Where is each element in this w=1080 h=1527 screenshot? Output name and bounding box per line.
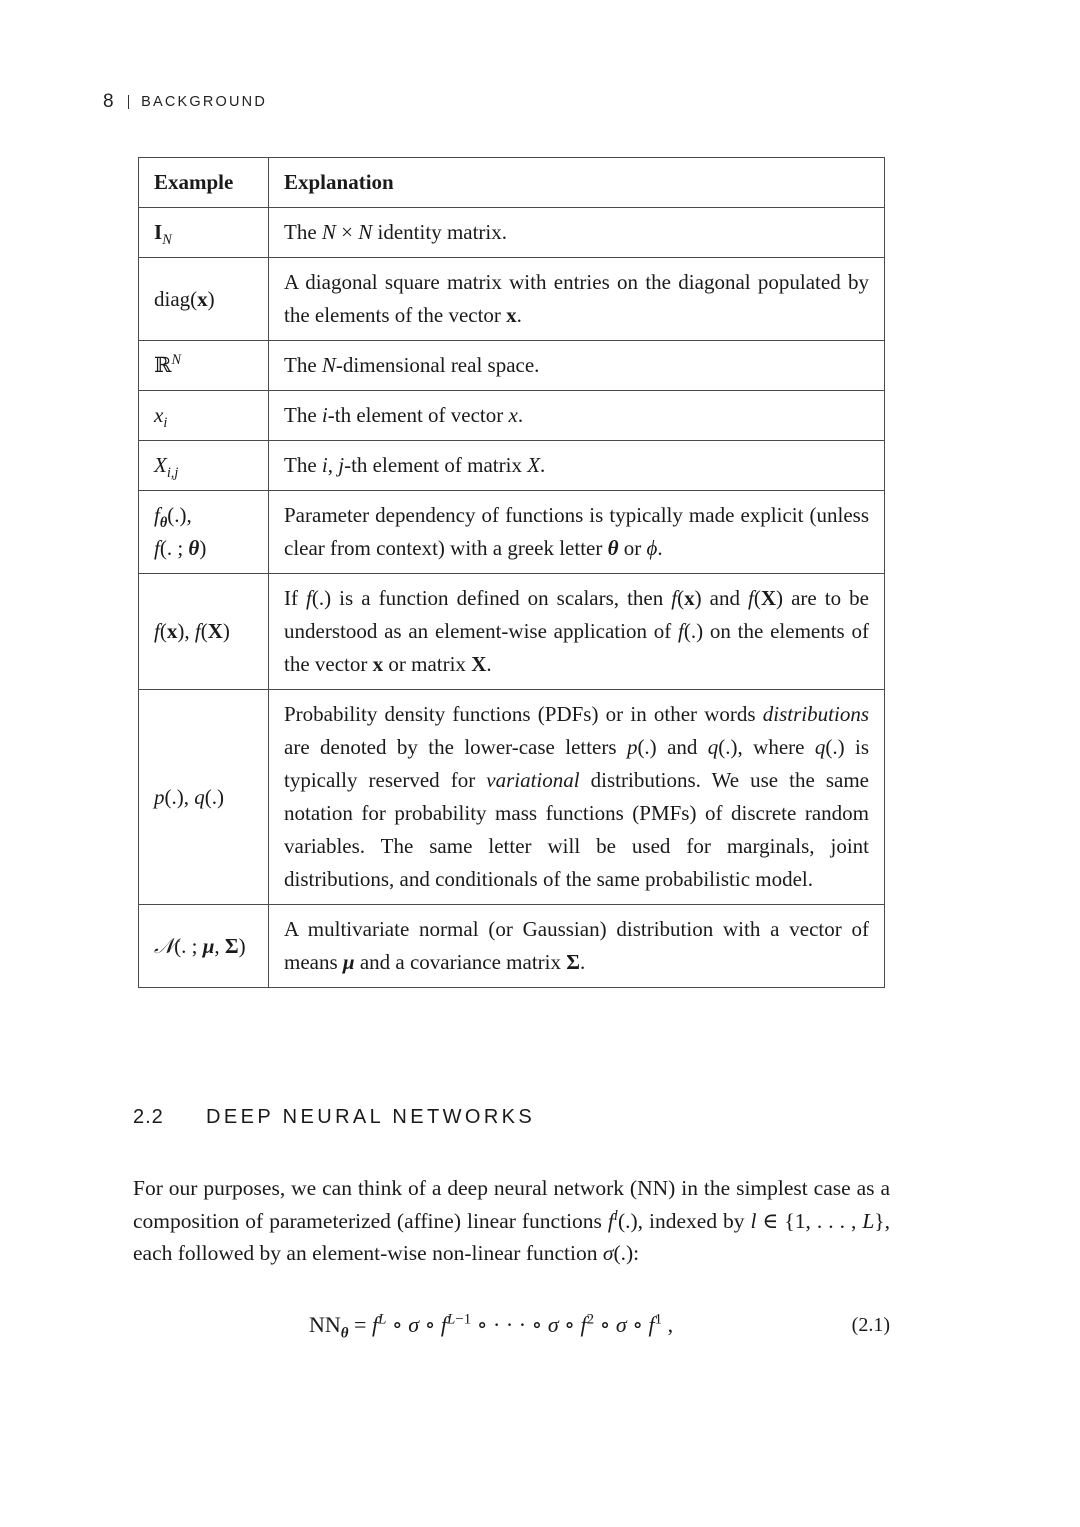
header-separator bbox=[128, 95, 130, 109]
table-row bbox=[139, 690, 885, 905]
table-row bbox=[139, 491, 885, 574]
explanation-normal: A multivariate normal (or Gaussian) distribution with a vector of means μ and a covariance matrix Σ. bbox=[269, 905, 885, 988]
example-diag: diag(x) bbox=[139, 258, 269, 341]
equation-2-1 bbox=[133, 1312, 890, 1352]
table-row bbox=[139, 391, 885, 441]
table-row bbox=[139, 905, 885, 988]
table-row bbox=[139, 258, 885, 341]
section-heading bbox=[133, 1106, 535, 1129]
example-real-space: ℝ$^N$ bbox=[139, 341, 269, 391]
example-matrix-element: $X_{i,j}$ bbox=[139, 441, 269, 491]
table-row bbox=[139, 341, 885, 391]
explanation-vector-element: The i-th element of vector x. bbox=[269, 391, 885, 441]
explanation-diag: A diagonal square matrix with entries on the diagonal populated by the elements of the vector x. bbox=[269, 258, 885, 341]
example-distributions: p(.), q(.) bbox=[139, 690, 269, 905]
chapter-title: BACKGROUND bbox=[141, 94, 268, 110]
example-elementwise: f(x), f(X) bbox=[139, 574, 269, 690]
table-row bbox=[139, 208, 885, 258]
body-paragraph: For our purposes, we can think of a deep neural network (NN) in the simplest case as a composition of parameterized (affine) linear functions $f^l(.)$, indexed by l ∈ {1, . . . , L}, each followed by an element-wise non-linear function σ(.): bbox=[133, 1176, 890, 1265]
equation-number: (2.1) bbox=[851, 1314, 890, 1336]
table-header-row bbox=[139, 158, 885, 208]
example-identity: $I_N$ bbox=[139, 208, 269, 258]
header-explanation: Explanation bbox=[269, 158, 885, 208]
explanation-elementwise: If f(.) is a function defined on scalars, then f(x) and f(X) are to be understood as an element-wise application of f(.) on the elements of the vector x or matrix X. bbox=[269, 574, 885, 690]
equation-body: $NN_\theta = f^L$ ∘ σ ∘ $f^{L-1}$ ∘ · · · ∘ σ ∘ $f^2$ ∘ σ ∘ $f^1$ , bbox=[309, 1311, 674, 1342]
section-number: 2.2 bbox=[133, 1106, 164, 1128]
example-normal: 𝒩(. ; μ, Σ) bbox=[139, 905, 269, 988]
example-vector-element: $x_i$ bbox=[139, 391, 269, 441]
running-head bbox=[103, 91, 267, 113]
example-parameter-dependency: $f_\theta(.)$, f(. ; θ) bbox=[139, 491, 269, 574]
table-row bbox=[139, 574, 885, 690]
explanation-parameter-dependency: Parameter dependency of functions is typically made explicit (unless clear from context) with a greek letter θ or ϕ. bbox=[269, 491, 885, 574]
explanation-identity: The N × N identity matrix. bbox=[269, 208, 885, 258]
explanation-matrix-element: The i, j-th element of matrix X. bbox=[269, 441, 885, 491]
page-number: 8 bbox=[103, 91, 114, 112]
section-title: DEEP NEURAL NETWORKS bbox=[206, 1106, 536, 1128]
explanation-real-space: The N-dimensional real space. bbox=[269, 341, 885, 391]
table-row bbox=[139, 441, 885, 491]
header-example: Example bbox=[139, 158, 269, 208]
explanation-distributions: Probability density functions (PDFs) or in other words distributions are denoted by the lower-case letters p(.) and q(.), where q(.) is typically reserved for variational distributions. We use the same notation for probability mass functions (PMFs) of discrete random variables. The same letter will be used for marginals, joint distributions, and conditionals of the same probabilistic model. bbox=[269, 690, 885, 905]
notation-table bbox=[138, 157, 885, 988]
